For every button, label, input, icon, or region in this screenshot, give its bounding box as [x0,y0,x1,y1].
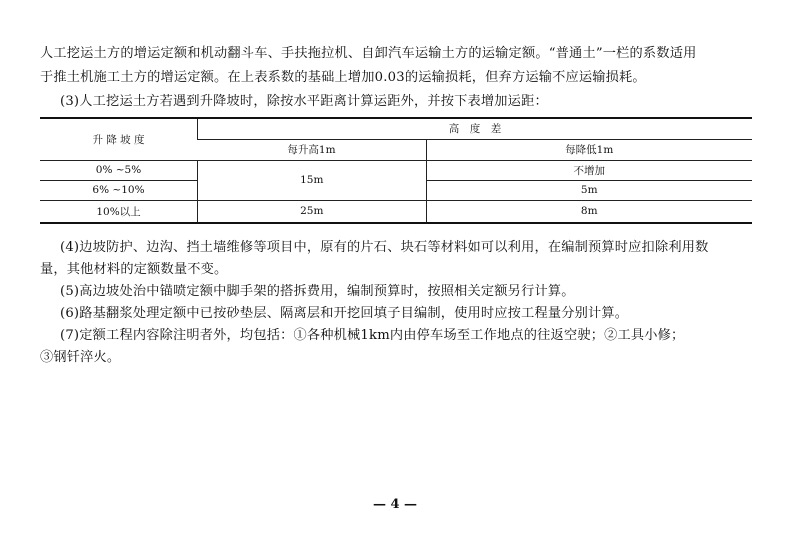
cell-drop: 不增加 [426,160,752,180]
paragraph-item-7-line-1: (7)定额工程内容除注明者外，均包括：①各种机械1km内由停车场至工作地点的往返空驶；②工具小修； [60,328,685,343]
table-row [40,200,752,223]
cell-drop: 5m [426,180,752,200]
cell-slope: 0% ~5% [40,160,198,180]
paragraph-item-4-line-1: (4)边坡防护、边沟、挡土墙维修等项目中，原有的片石、块石等材料如可以利用，在编制预算时应扣除利用数 [60,240,709,255]
table-row [40,160,752,180]
header-height-difference: 高 度 差 [198,118,753,139]
paragraph-item-5: (5)高边坡处治中锚喷定额中脚手架的搭拆费用，编制预算时，按照相关定额另行计算。 [60,284,575,299]
page-number: — 4 — [372,497,418,512]
table-header-row [40,118,752,139]
header-slope: 升 降 坡 度 [40,118,198,160]
cell-rise: 25m [198,200,427,223]
paragraph-continuation-line-1: 人工挖运土方的增运定额和机动翻斗车、手扶拖拉机、自卸汽车运输土方的运输定额。“普通土”一栏的系数适用 [40,46,697,61]
paragraph-item-7-line-2: ③钢钎淬火。 [40,350,121,365]
header-per-rise-1m: 每升高1m [198,139,427,160]
cell-rise-merged: 15m [198,160,427,200]
cell-slope: 6% ~10% [40,180,198,200]
paragraph-item-6: (6)路基翻浆处理定额中已按砂垫层、隔离层和开挖回填子目编制，使用时应按工程量分别计算。 [60,306,629,321]
slope-distance-table [40,117,752,224]
paragraph-item-3: (3)人工挖运土方若遇到升降坡时，除按水平距离计算运距外，并按下表增加运距： [60,94,548,109]
header-per-drop-1m: 每降低1m [426,139,752,160]
paragraph-item-4-line-2: 量，其他材料的定额数量不变。 [40,262,228,277]
paragraph-continuation-line-2: 于推土机施工土方的增运定额。在上表系数的基础上增加0.03的运输损耗，但弃方运输不应运输损耗。 [40,70,646,85]
cell-drop: 8m [426,200,752,223]
cell-slope: 10%以上 [40,200,198,223]
